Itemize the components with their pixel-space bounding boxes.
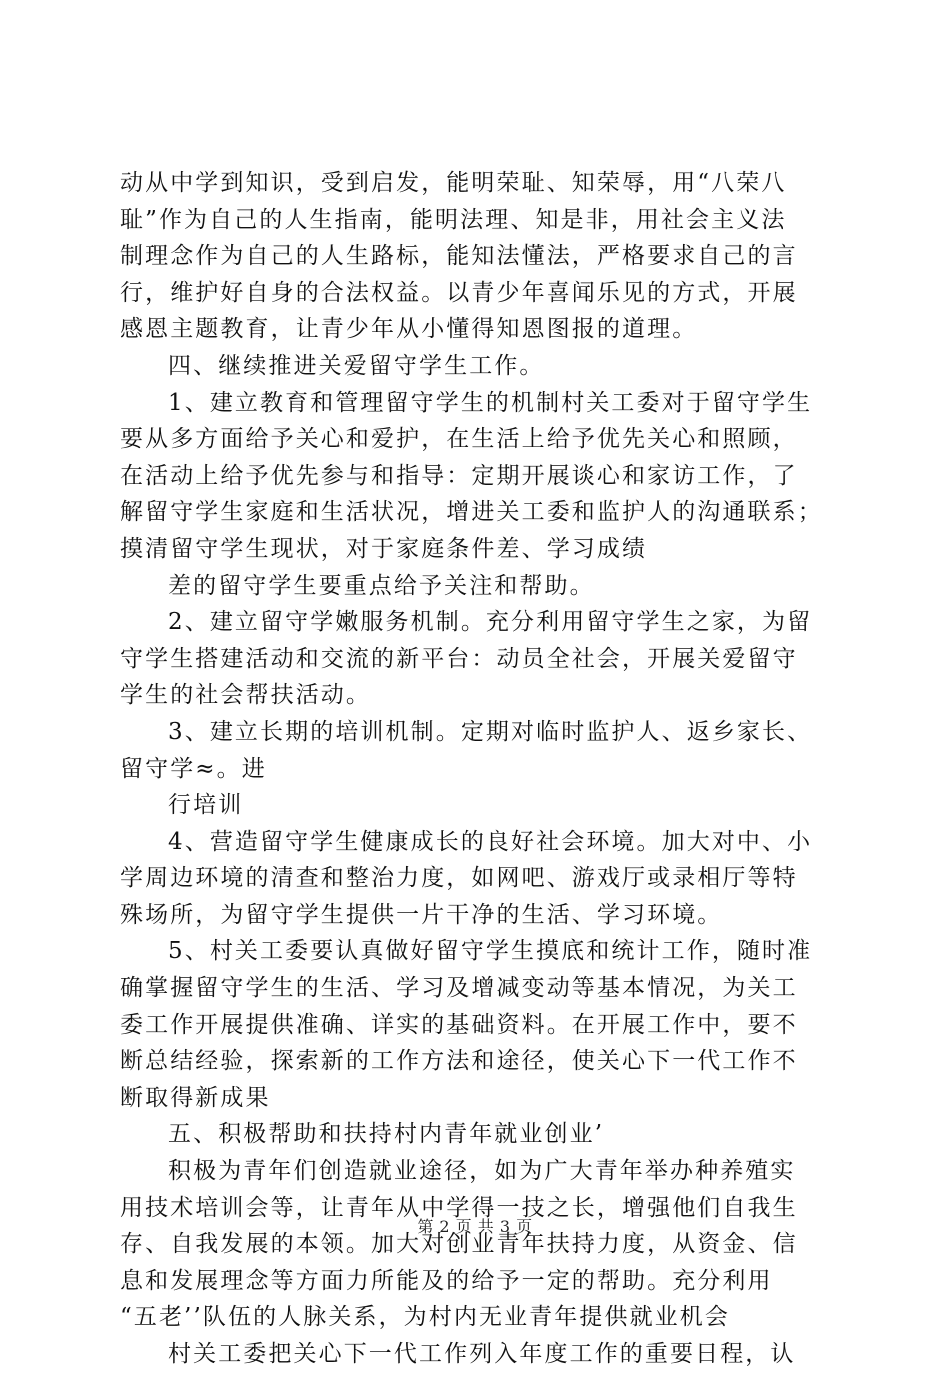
- text-line: 守学生搭建活动和交流的新平台：动员全社会，开展关爱留守: [120, 645, 798, 672]
- text-line: 断取得新成果: [120, 1084, 271, 1111]
- text-line: 学生的社会帮扶活动。: [120, 682, 371, 709]
- text-line: 四、继续推进关爱留守学生工作。: [168, 352, 545, 379]
- text-line: 村关工委把关心下一代工作列入年度工作的重要日程，认: [168, 1341, 796, 1367]
- text-line: 2、建立留守学嫩服务机制。充分利用留守学生之家，为留: [168, 609, 813, 636]
- text-line: 在活动上给予优先参与和指导：定期开展谈心和家访工作，了: [120, 462, 798, 489]
- text-line: 感恩主题教育，让青少年从小懂得知恩图报的道理。: [120, 316, 698, 343]
- text-line: 行培训: [168, 792, 244, 819]
- text-line: 行，维护好自身的合法权益。以青少年喜闻乐见的方式，开展: [120, 279, 798, 306]
- text-line: 要从多方面给予关心和爱护，在生活上给予优先关心和照顾，: [120, 426, 798, 453]
- text-line: 解留守学生家庭和生活状况，增进关工委和监护人的沟通联系；: [120, 499, 823, 526]
- text-line: 学周边环境的清查和整治力度，如网吧、游戏厅或录相厅等特: [120, 865, 798, 892]
- text-line: 确掌握留守学生的生活、学习及增减变动等基本情况，为关工: [120, 975, 798, 1002]
- text-line: 殊场所，为留守学生提供一片干净的生活、学习环境。: [120, 901, 723, 928]
- text-line: 积极为青年们创造就业途径，如为广大青年举办种养殖实: [168, 1158, 796, 1185]
- text-line: 差的留守学生要重点给予关注和帮助。: [168, 572, 595, 599]
- document-body: [120, 165, 836, 1373]
- text-line: 摸清留守学生现状，对于家庭条件差、学习成绩: [120, 535, 648, 562]
- text-line: 耻”作为自己的人生指南，能明法理、知是非，用社会主义法: [120, 206, 787, 233]
- text-line: 委工作开展提供准确、详实的基础资料。在开展工作中，要不: [120, 1011, 798, 1038]
- text-line: 用技术培训会等，让青年从中学得一技之长，增强他们自我生: [120, 1194, 798, 1221]
- page-footer: 第 2 页 共 3 页: [417, 1217, 533, 1236]
- text-line: 3、建立长期的培训机制。定期对临时监护人、返乡家长、: [168, 718, 813, 745]
- text-line: 5、村关工委要认真做好留守学生摸底和统计工作，随时准: [168, 938, 813, 965]
- text-line: 存、自我发展的本领。加大对创业青年扶持力度，从资金、信: [120, 1231, 798, 1258]
- text-line: 断总结经验，探索新的工作方法和途径，使关心下一代工作不: [120, 1048, 798, 1075]
- text-line: 4、营造留守学生健康成长的良好社会环境。加大对中、小: [168, 828, 813, 855]
- text-line: 动从中学到知识，受到启发，能明荣耻、知荣辱，用“八荣八: [120, 170, 787, 196]
- text-line: “五老’’队伍的人脉关系，为村内无业青年提供就业机会: [120, 1304, 730, 1331]
- text-line: 制理念作为自己的人生路标，能知法懂法，严格要求自己的言: [120, 243, 798, 270]
- text-line: 1、建立教育和管理留守学生的机制村关工委对于留守学生: [168, 389, 813, 416]
- text-line: 留守学≈。进: [120, 755, 267, 782]
- text-line: 五、积极帮助和扶持村内青年就业创业’: [168, 1121, 605, 1148]
- text-line: 息和发展理念等方面力所能及的给予一定的帮助。充分利用: [120, 1267, 773, 1294]
